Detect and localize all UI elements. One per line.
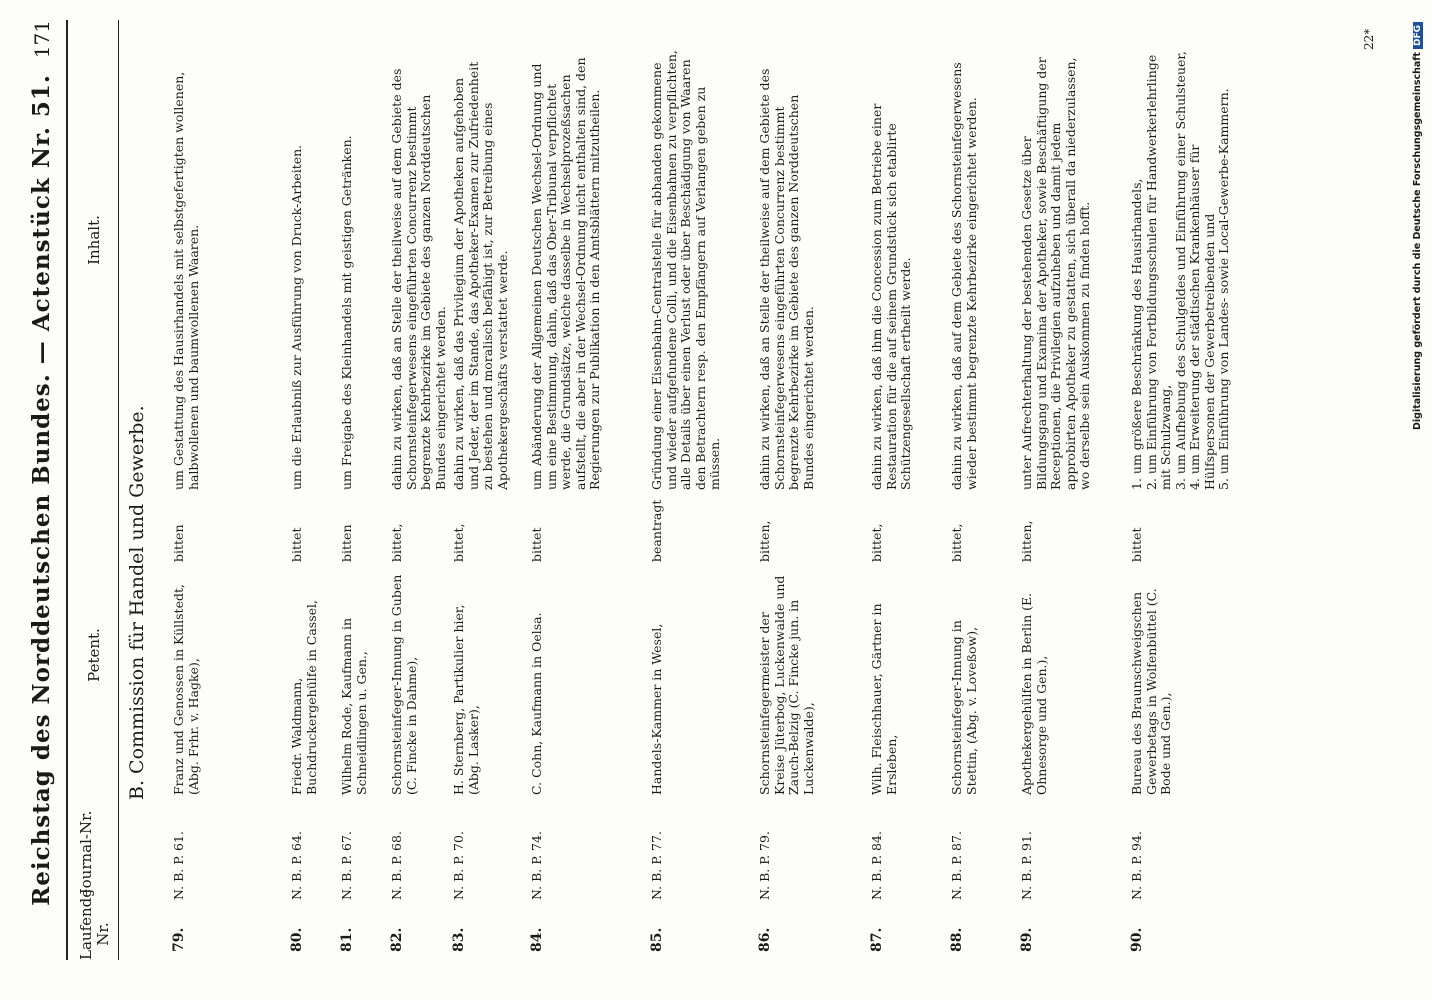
petition-verb: bittet <box>529 527 544 562</box>
entry-number: 87. <box>869 927 885 952</box>
journal-number: N. B. P. 68. <box>389 831 404 900</box>
petition-content-item: 4. um Erweiterung der städtischen Krankenhäuser für Hülfspersonen der Gewerbetreibenden und <box>1187 144 1217 490</box>
journal-number: N. B. P. 87. <box>949 831 964 900</box>
entry-number: 84. <box>529 927 545 952</box>
petitioner: Wilhelm Rode, Kaufmann in Schneidlingen u. Gen., <box>339 617 369 795</box>
petition-content: dahin zu wirken, daß ihm die Concession zum Betriebe einer Restauration für die auf seinem Grundstück sich etablirte Schützengesellschaft ertheilt werde. <box>869 103 913 490</box>
page-header <box>22 20 62 960</box>
entry-number: 88. <box>949 927 965 952</box>
page-number: 171 <box>30 20 54 59</box>
journal-number: N. B. P. 77. <box>649 831 664 900</box>
side-note-text: Digitalisierung gefördert durch die Deutsche Forschungsgemeinschaft <box>1412 52 1423 430</box>
petition-content: unter Aufrechterhaltung der bestehenden Gesetze über Bildungsgang und Examina der Apotheker, sowie Beschäftigung der Receptionen, die Privilegien aufzuheben und damit jedem approbirten Apotheker zu gestatten, sich überall da niederzulassen, wo derselbe sein Auskommen zu finden hofft. <box>1019 57 1092 490</box>
petition-verb: bittet, <box>869 523 884 562</box>
petitioner: Friedr. Waldmann, Buchdruckergehülfe in Cassel, <box>289 600 319 795</box>
petition-content: Gründung einer Eisenbahn-Centralstelle für abhanden gekommene und wieder aufgefundene Colli, und die Eisenbahnen zu verpflichten, alle Details über einen Verlust oder über Beschädigung von Waaren den Betrachtern resp. den Empfängern auf Verlangen geben zu müssen. <box>649 50 722 490</box>
entry-number: 79. <box>171 927 187 952</box>
entry-number: 81. <box>339 927 355 952</box>
petition-verb: bittet <box>1129 527 1144 562</box>
petition-verb: bittet <box>289 527 304 562</box>
petition-content-item: 5. um Einführung von Landes- sowie Local-Gewerbe-Kammern. <box>1216 88 1231 490</box>
col-journal: Journal-Nr. <box>77 810 95 895</box>
petitioner: Schornsteinfeger-Innung in Stettin, (Abg. v. Loveßow), <box>949 620 979 795</box>
petitioner: Schornsteinfeger-Innung in Guben (C. Fincke in Dahme), <box>389 574 419 795</box>
column-header-rule <box>118 20 119 960</box>
petition-verb: bitten <box>339 524 354 562</box>
entry-number: 89. <box>1019 927 1035 952</box>
entry-number: 82. <box>389 927 405 952</box>
petition-verb: bittet, <box>949 523 964 562</box>
journal-number: N. B. P. 70. <box>451 831 466 900</box>
col-inhalt: Inhalt. <box>85 215 103 265</box>
petitioner: Franz und Genossen in Küllstedt, (Abg. Frhr. v. Hagke), <box>171 584 201 795</box>
footer-signature: 22* <box>1362 28 1376 50</box>
entry-number: 86. <box>757 927 773 952</box>
col-petent: Petent. <box>85 628 103 682</box>
petitioner: H. Sternberg, Partikulier hier, (Abg. Lasker), <box>451 604 481 795</box>
petition-content: um die Erlaubniß zur Ausführung von Druck-Arbeiten. <box>289 144 304 490</box>
journal-number: N. B. P. 74. <box>529 831 544 900</box>
journal-number: N. B. P. 84. <box>869 831 884 900</box>
entry-number: 90. <box>1129 927 1145 952</box>
entry-number: 83. <box>451 927 467 952</box>
col-laufende: Laufende Nr. <box>77 888 112 960</box>
journal-number: N. B. P. 91. <box>1019 831 1034 900</box>
journal-number: N. B. P. 67. <box>339 831 354 900</box>
petition-verb: bitten <box>171 524 186 562</box>
petitioner: Handels-Kammer in Wesel, <box>649 623 664 795</box>
side-note <box>1412 22 1423 430</box>
petition-content: dahin zu wirken, daß an Stelle der theilweise auf dem Gebiete des Schornsteinfegerwesens eingeführten Concurrenz bestimmt begrenzte Kehrbezirke im Gebiete des ganzen Norddeutschen Bundes eingerichtet werden. <box>389 68 448 490</box>
petition-verb: bitten, <box>757 520 772 562</box>
petition-content-item: 1. um größere Beschränkung des Hausirhandels, <box>1129 178 1144 490</box>
petition-content-item: 3. um Aufhebung des Schulgeldes und Einführung einer Schulsteuer, <box>1172 51 1188 490</box>
header-rule <box>66 20 68 960</box>
journal-number: N. B. P. 61. <box>171 831 186 900</box>
entry-number: 80. <box>289 927 305 952</box>
journal-number: N. B. P. 79. <box>757 831 772 900</box>
petition-content-item: 2. um Einführung von Fortbildungsschulen für Handwerkerlehrlinge mit Schulzwang, <box>1143 54 1173 490</box>
petition-verb: beantragt <box>649 499 664 562</box>
petitioner: Apothekergehülfen in Berlin (E. Ohnesorge und Gen.), <box>1019 592 1049 795</box>
petition-verb: bitten, <box>1019 520 1034 562</box>
petition-verb: bittet, <box>451 523 466 562</box>
petition-content: dahin zu wirken, daß das Privilegium der Apotheken aufgehoben und Jeder, der im Stande, das Apotheker-Examen zur Zufriedenheit zu bestehen und moralisch befähigt ist, zur Betreibung eines Apothekergeschäfts verstattet werde. <box>451 61 510 490</box>
dfg-badge: DFG <box>1413 22 1423 49</box>
petition-content: um Freigabe des Kleinhandels mit geistigen Getränken. <box>339 135 354 490</box>
section-title: B. Commission für Handel und Gewerbe. <box>126 405 148 800</box>
page-title: Reichstag des Norddeutschen Bundes. — Actenstück Nr. 51. <box>28 74 55 906</box>
journal-number: N. B. P. 64. <box>289 831 304 900</box>
journal-number: N. B. P. 94. <box>1129 831 1144 900</box>
petitioner: Schornsteinfegermeister der Kreise Jüterbog, Luckenwalde und Zauch-Belzig (C. Fincke jun. in Luckenwalde), <box>757 575 816 795</box>
petition-content-list <box>1130 50 1232 490</box>
petitioner: C. Cohn, Kaufmann in Oelsa. <box>529 612 544 795</box>
petition-content: um Abänderung der Allgemeinen Deutschen Wechsel-Ordnung und um eine Bestimmung, dahin, daß das Ober-Tribunal verpflichtet werde, die Grundsätze, welche dasselbe in Wechselprozeßsachen aufstellt, die aber in der Wechsel-Ordnung nicht enthalten sind, den Regierungen zur Publikation in den Amtsblättern mitzutheilen. <box>529 57 602 490</box>
petition-content: dahin zu wirken, daß auf dem Gebiete des Schornsteinfegerwesens wieder bestimmt begrenzte Kehrbezirke eingerichtet werden. <box>949 62 979 490</box>
petitioner: Bureau des Braunschweigschen Gewerbetags in Wolfenbüttel (C. Bode und Gen.), <box>1129 588 1173 795</box>
petition-content: um Gestattung des Hausirhandels mit selbstgefertigten wollenen, halbwollenen und baumwollenen Waaren. <box>171 71 201 490</box>
petition-content: dahin zu wirken, daß an Stelle der theilweise auf dem Gebiete des Schornsteinfegerwesens eingeführten Concurrenz bestimmt begrenzte Kehrbezirke im Gebiete des ganzen Norddeutschen Bundes eingerichtet werden. <box>757 68 816 490</box>
petition-verb: bittet, <box>389 523 404 562</box>
entry-number: 85. <box>649 927 665 952</box>
petitioner: Wilh. Fleischhauer, Gärtner in Ersleben, <box>869 603 899 795</box>
